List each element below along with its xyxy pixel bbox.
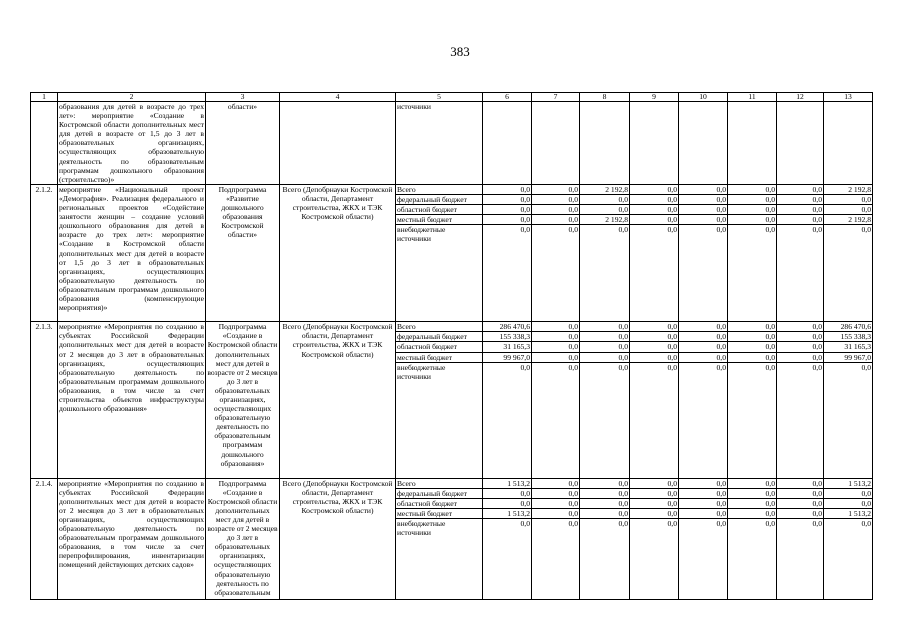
value-cell: 0,0 [728,342,777,352]
value-cell: 0,0 [824,518,873,599]
value-cell: 0,0 [630,342,679,352]
value-cell: 0,0 [679,518,728,599]
value-cell: 0,0 [728,205,777,215]
value-cell: 286 470,6 [483,322,532,332]
value-cell: 0,0 [679,488,728,498]
value-cell: 0,0 [777,352,824,362]
measure-description: мероприятие «Национальный проект «Демография». Реализация федерального и региональных проектов «Содействие занятости женщин – создание условий дошкольного образования для детей в возрасте до трех лет»: мероприятие «Создание в Костромской области дополнительных мест для детей в возрасте от 1,5 до 3 лет в образовательных организациях, осуществляющих образовательную деятельность по образовательным программам дошкольного образования (компенсирующие мероприятия)» [58,184,206,321]
value-cell: 0,0 [679,184,728,194]
col-header: 11 [728,93,777,102]
value-cell: 0,0 [824,488,873,498]
value-cell: 0,0 [777,184,824,194]
funding-source: местный бюджет [396,508,483,518]
value-cell [679,102,728,185]
value-cell: 0,0 [580,478,630,488]
value-cell [728,102,777,185]
value-cell: 0,0 [580,225,630,322]
budget-table [30,92,873,600]
value-cell: 0,0 [728,352,777,362]
value-cell: 99 967,0 [824,352,873,362]
value-cell: 0,0 [483,518,532,599]
value-cell: 1 513,2 [824,508,873,518]
value-cell: 155 338,3 [483,332,532,342]
funding-source: внебюджетные источники [396,225,483,322]
value-cell: 0,0 [777,478,824,488]
col-header: 5 [396,93,483,102]
value-cell: 0,0 [532,478,580,488]
value-cell: 0,0 [630,478,679,488]
col-header: 6 [483,93,532,102]
funding-source: областной бюджет [396,498,483,508]
value-cell: 0,0 [483,225,532,322]
value-cell: 0,0 [630,225,679,322]
value-cell [824,102,873,185]
value-cell: 0,0 [483,498,532,508]
funding-source: областной бюджет [396,342,483,352]
value-cell: 0,0 [679,362,728,478]
col-header: 10 [679,93,728,102]
funding-source: федеральный бюджет [396,332,483,342]
value-cell [532,102,580,185]
value-cell: 0,0 [777,362,824,478]
value-cell: 0,0 [532,215,580,225]
value-cell: 2 192,8 [824,184,873,194]
value-cell: 0,0 [630,362,679,478]
value-cell: 0,0 [728,194,777,204]
value-cell: 1 513,2 [483,478,532,488]
value-cell: 0,0 [532,225,580,322]
value-cell: 0,0 [630,508,679,518]
value-cell: 0,0 [532,322,580,332]
value-cell: 0,0 [580,508,630,518]
value-cell: 0,0 [679,205,728,215]
value-cell: 0,0 [679,322,728,332]
value-cell: 0,0 [483,215,532,225]
header-row [31,93,873,102]
value-cell: 0,0 [630,332,679,342]
value-cell: 0,0 [630,194,679,204]
col-header: 3 [206,93,280,102]
item-number: 2.1.2. [31,184,58,321]
value-cell: 31 165,3 [483,342,532,352]
value-cell: 0,0 [580,342,630,352]
value-cell: 0,0 [728,518,777,599]
value-cell: 0,0 [777,342,824,352]
value-cell: 2 192,8 [580,215,630,225]
value-cell: 0,0 [630,488,679,498]
value-cell: 0,0 [630,322,679,332]
subprogram-cell: области» [206,102,280,185]
source-cell: источники [396,102,483,185]
value-cell: 0,0 [580,488,630,498]
funding-source: внебюджетные источники [396,518,483,599]
value-cell: 0,0 [777,508,824,518]
value-cell: 0,0 [532,194,580,204]
value-cell: 0,0 [777,332,824,342]
value-cell: 0,0 [824,498,873,508]
value-cell: 0,0 [580,322,630,332]
funding-source: областной бюджет [396,205,483,215]
executor-cell: Всего (Депобрнауки Костромской области, Департамент строительства, ЖКХ и ТЭК Костромской области) [280,322,396,478]
value-cell: 0,0 [777,225,824,322]
value-cell: 0,0 [630,498,679,508]
value-cell: 0,0 [532,518,580,599]
col-header: 13 [824,93,873,102]
value-cell: 0,0 [532,342,580,352]
value-cell: 0,0 [679,342,728,352]
col-header: 4 [280,93,396,102]
value-cell: 0,0 [532,184,580,194]
table-row [31,184,873,194]
value-cell: 0,0 [679,194,728,204]
value-cell: 155 338,3 [824,332,873,342]
value-cell: 0,0 [532,332,580,342]
col-header: 8 [580,93,630,102]
item-number-cell [31,102,58,185]
value-cell: 0,0 [580,205,630,215]
value-cell: 0,0 [679,508,728,518]
value-cell: 0,0 [580,332,630,342]
executor-cell: Всего (Депобрнауки Костромской области, Департамент строительства, ЖКХ и ТЭК Костромской области) [280,184,396,321]
col-header: 12 [777,93,824,102]
value-cell: 0,0 [777,488,824,498]
continuation-row [31,102,873,185]
executor-cell: Всего (Депобрнауки Костромской области, Департамент строительства, ЖКХ и ТЭК Костромской области) [280,478,396,599]
value-cell: 0,0 [580,518,630,599]
value-cell: 2 192,8 [824,215,873,225]
value-cell: 0,0 [728,225,777,322]
value-cell: 0,0 [630,205,679,215]
funding-source: Всего [396,478,483,488]
value-cell [630,102,679,185]
value-cell: 0,0 [679,332,728,342]
col-header: 2 [58,93,206,102]
value-cell: 0,0 [630,215,679,225]
value-cell: 0,0 [679,352,728,362]
value-cell: 1 513,2 [483,508,532,518]
value-cell: 0,0 [824,205,873,215]
table-body [31,93,873,600]
value-cell: 2 192,8 [580,184,630,194]
value-cell [580,102,630,185]
funding-source: федеральный бюджет [396,488,483,498]
page-number: 383 [450,44,470,59]
table-row [31,478,873,488]
measure-description: мероприятие «Мероприятия по созданию в субъектах Российской Федерации дополнительных мест для детей в возрасте от 2 месяцев до 3 лет в образовательных организациях, осуществляющих образовательную деятельность по образовательным программам дошкольного образования, в том числе за счет перепрофилирования, инвентаризации помещений действующих детских садов» [58,478,206,599]
col-header: 7 [532,93,580,102]
value-cell: 0,0 [777,498,824,508]
value-cell: 0,0 [630,184,679,194]
funding-source: местный бюджет [396,215,483,225]
measure-description: мероприятие «Мероприятия по созданию в субъектах Российской Федерации дополнительных мест для детей в возрасте от 2 месяцев до 3 лет в образовательных организациях, осуществляющих образовательную деятельность по образовательным программам дошкольного образования, в том числе за счет строительства объектов инфраструктуры дошкольного образования» [58,322,206,478]
value-cell: 0,0 [777,518,824,599]
value-cell: 0,0 [679,225,728,322]
value-cell: 0,0 [824,194,873,204]
value-cell: 0,0 [679,478,728,488]
funding-source: внебюджетные источники [396,362,483,478]
value-cell [777,102,824,185]
value-cell: 0,0 [532,498,580,508]
value-cell: 0,0 [483,362,532,478]
item-number: 2.1.3. [31,322,58,478]
subprogram-cell: Подпрограмма «Создание в Костромской области дополнительных мест для детей в возрасте от 2 месяцев до 3 лет в образовательных организациях, осуществляющих образовательную деятельность по образовательным [206,478,280,599]
value-cell: 0,0 [532,205,580,215]
subprogram-cell: Подпрограмма «Создание в Костромской области дополнительных мест для детей в возрасте от 2 месяцев до 3 лет в образовательных организациях, осуществляющих образовательную деятельность по образовательным программам дошкольного образования» [206,322,280,478]
funding-source: Всего [396,322,483,332]
value-cell: 0,0 [580,498,630,508]
executor-cell [280,102,396,185]
value-cell: 286 470,6 [824,322,873,332]
table-row [31,322,873,332]
value-cell: 0,0 [532,362,580,478]
value-cell: 0,0 [777,322,824,332]
value-cell: 0,0 [483,194,532,204]
value-cell: 0,0 [777,215,824,225]
value-cell: 31 165,3 [824,342,873,352]
value-cell: 0,0 [728,322,777,332]
value-cell: 0,0 [824,362,873,478]
value-cell: 0,0 [728,362,777,478]
value-cell: 0,0 [728,478,777,488]
item-number: 2.1.4. [31,478,58,599]
value-cell: 0,0 [777,194,824,204]
value-cell: 0,0 [630,518,679,599]
value-cell: 0,0 [532,508,580,518]
value-cell: 0,0 [483,488,532,498]
value-cell: 0,0 [580,194,630,204]
value-cell: 0,0 [777,205,824,215]
value-cell: 0,0 [532,488,580,498]
value-cell: 0,0 [630,352,679,362]
value-cell [483,102,532,185]
value-cell: 0,0 [580,352,630,362]
value-cell: 0,0 [728,215,777,225]
value-cell: 0,0 [728,184,777,194]
value-cell: 0,0 [679,498,728,508]
funding-source: Всего [396,184,483,194]
funding-source: местный бюджет [396,352,483,362]
value-cell: 0,0 [483,205,532,215]
value-cell: 99 967,0 [483,352,532,362]
value-cell: 0,0 [824,225,873,322]
col-header: 1 [31,93,58,102]
value-cell: 0,0 [483,184,532,194]
value-cell: 0,0 [580,362,630,478]
col-header: 9 [630,93,679,102]
value-cell: 0,0 [532,352,580,362]
value-cell: 0,0 [728,332,777,342]
value-cell: 0,0 [679,215,728,225]
measure-description: образования для детей в возрасте до трех лет»: мероприятие «Создание в Костромской области дополнительных мест для детей в возрасте от 1,5 до 3 лет в образовательных организациях, осуществляющих образовательную деятельность по образовательным программам дошкольного образования (строительство)» [59,102,204,184]
value-cell: 0,0 [728,488,777,498]
value-cell: 1 513,2 [824,478,873,488]
value-cell: 0,0 [728,508,777,518]
subprogram-cell: Подпрограмма «Развитие дошкольного образования Костромской области» [206,184,280,321]
value-cell: 0,0 [728,498,777,508]
funding-source: федеральный бюджет [396,194,483,204]
